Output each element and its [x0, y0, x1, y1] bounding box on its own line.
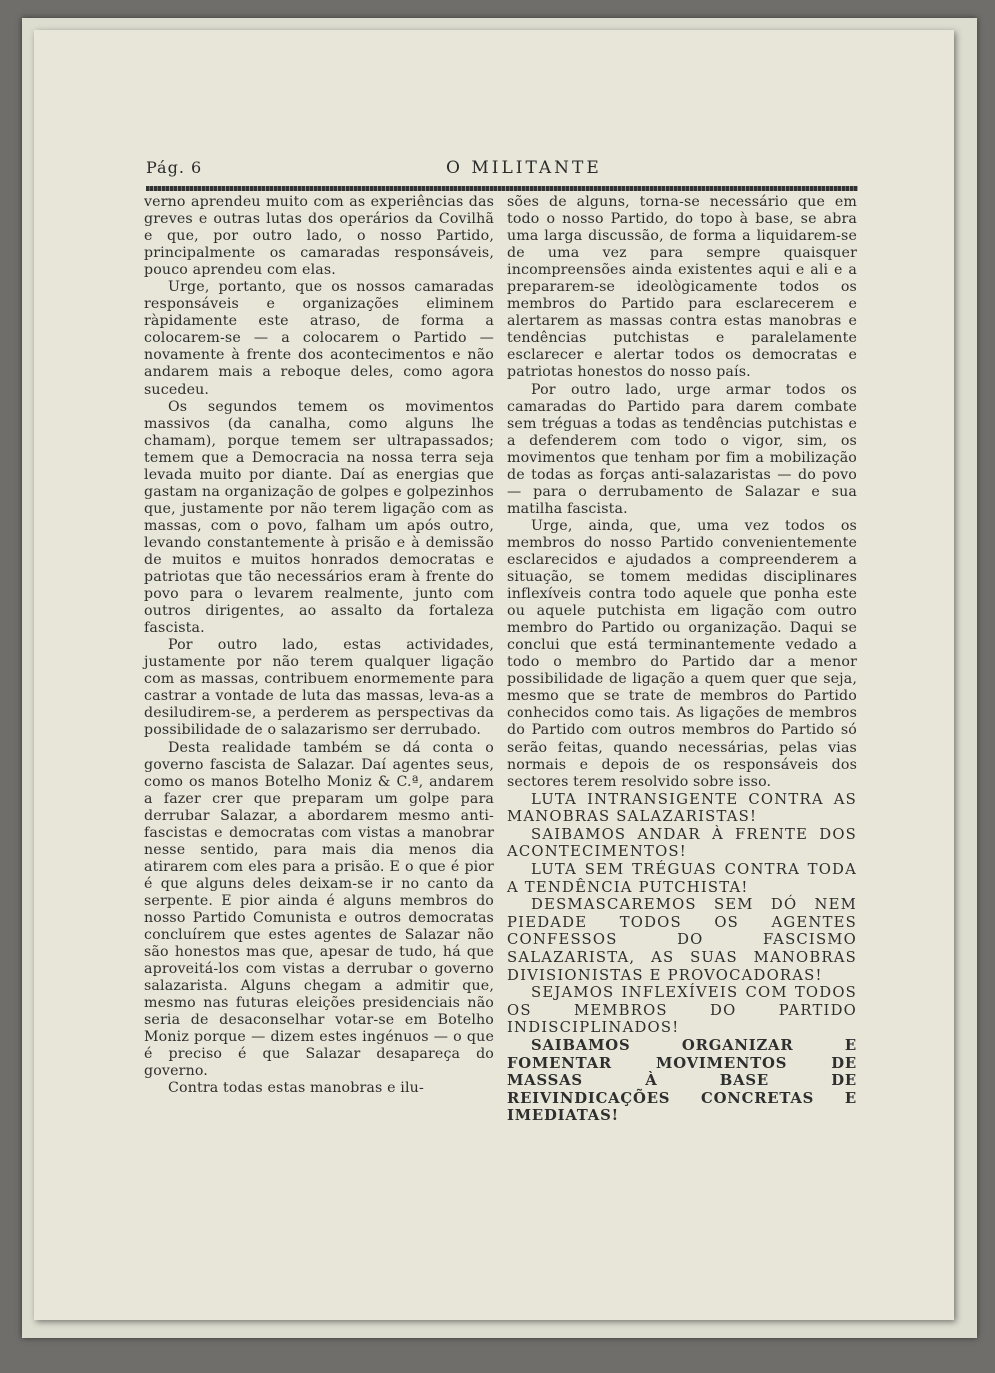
paragraph: Os segundos temem os movimentos massivos (da canalha, como alguns lhe chamam), porque temem ser ultrapassados; temem que a Democracia na nossa terra seja levada muito por diante. Daí as energias que gastam na organização de golpes e golpezinhos que, justamente por não terem ligação com as massas, com o povo, falham um após outro, levando constantemente à prisão e à demissão de muitos e muitos honrados democratas e patriotas que tão necessários eram à frente do povo para o levarem realmente, junto com outros dirigentes, ao assalto da fortaleza fascista. — [144, 398, 494, 637]
paragraph: Urge, ainda, que, uma vez todos os membros do nosso Partido convenientemente esclarecidos e ajudados a compreenderem a situação, se tomem medidas disciplinares inflexíveis contra todo aquele que ponha este ou aquele putchista em ligação com outro membro do Partido ou organização. Daqui se conclui que está terminantemente vedado a todo o membro do Partido dar a menor possibilidade de ligação a quem quer que seja, mesmo que se trate de membros do Partido conhecidos como tais. As ligações de membros do Partido com outros membros do Partido só serão feitas, quando necessárias, pelas vias normais e depois de os responsáveis dos sectores terem resolvido sobre isso. — [507, 517, 857, 790]
slogan: SAIBAMOS ANDAR À FRENTE DOS ACONTECIMENTOS! — [507, 825, 857, 861]
paragraph: Urge, portanto, que os nossos camaradas responsáveis e organizações eliminem ràpidamente este atraso, de forma a colocarem-se — a colocarem o Partido — novamente à frente dos acontecimentos e não andarem mais a reboque deles, como agora sucedeu. — [144, 279, 494, 398]
paragraph: verno aprendeu muito com as experiências das greves e outras lutas dos operários da Covilhã e que, por outro lado, o nosso Partido, principalmente os camaradas responsáveis, pouco aprendeu com elas. — [144, 194, 494, 279]
paragraph: Desta realidade também se dá conta o governo fascista de Salazar. Daí agentes seus, como os manos Botelho Moniz & C.ª, andarem a fazer crer que preparam um golpe para derrubar Salazar, a abordarem mesmo anti-fascistas e democratas com vistas a manobrar nesse sentido, para mais dia menos dia atirarem com eles para a prisão. E o que é pior é que alguns deles deixam-se ir no canto da serpente. E pior ainda é alguns membros do nosso Partido Comunista e outros democratas concluírem que estes agentes de Salazar não são honestos mas que, apesar de tudo, há que aproveitá-los com vistas a derrubar o governo salazarista. Alguns chegam a admitir que, mesmo nas futuras eleições presidenciais não seria de desaconselhar votar-se em Botelho Moniz porque — dizem estes ingénuos — o que é preciso é que Salazar desapareça do governo. — [144, 739, 494, 1080]
left-column — [144, 194, 494, 1097]
right-column — [507, 194, 857, 1125]
slogan: LUTA INTRANSIGENTE CONTRA AS MANOBRAS SALAZARISTAS! — [507, 790, 857, 826]
slogan: SEJAMOS INFLEXÍVEIS COM TODOS OS MEMBROS DO PARTIDO INDISCIPLINADOS! — [507, 984, 857, 1037]
paragraph: Contra todas estas manobras e ilu- — [168, 1080, 424, 1097]
slogan: LUTA SEM TRÉGUAS CONTRA TODA A TENDÊNCIA PUTCHISTA! — [507, 861, 857, 896]
paragraph: sões de alguns, torna-se necessário que em todo o nosso Partido, do topo à base, se abra uma larga discussão, de forma a liquidarem-se de uma vez para sempre quaisquer incompreensões ainda existentes aqui e ali e a prepararem-se ideològicamente todos os membros do Partido para esclarecerem e alertarem as massas contra estas manobras e tendências putchistas e paralelamente esclarecer e alertar todos os democratas e patriotas honestos do nosso país. — [507, 194, 857, 381]
slogans — [507, 791, 857, 1125]
paragraph: Por outro lado, estas actividades, justamente por não terem qualquer ligação com as massas, contribuem enormemente para castrar a vontade de luta das massas, leva-as a desiludirem-se, a perderem as perspectivas da possibilidade de o salazarismo ser derrubado. — [144, 637, 494, 739]
slogan: SAIBAMOS ORGANIZAR E FOMENTAR MOVIMENTOS DE MASSAS À BASE DE REIVINDICAÇÕES CONCRETAS E IMEDIATAS! — [507, 1036, 857, 1125]
newspaper-title: O MILITANTE — [446, 158, 602, 178]
page-header — [146, 158, 858, 184]
header-rule — [146, 186, 858, 191]
paragraph: Por outro lado, urge armar todos os camaradas do Partido para darem combate sem tréguas a todas as tendências putchistas e a defenderem com todo o vigor, sim, os movimentos que tenham por fim a mobilização de todas as forças anti-salazaristas — do povo — para o derrubamento de Salazar e sua matilha fascista. — [507, 381, 857, 517]
slogan: DESMASCAREMOS SEM DÓ NEM PIEDADE TODOS OS AGENTES CONFESSOS DO FASCISMO SALAZARISTA, AS SUAS MANOBRAS DIVISIONISTAS E PROVOCADORAS! — [507, 896, 857, 984]
page-number: Pág. 6 — [146, 158, 203, 177]
